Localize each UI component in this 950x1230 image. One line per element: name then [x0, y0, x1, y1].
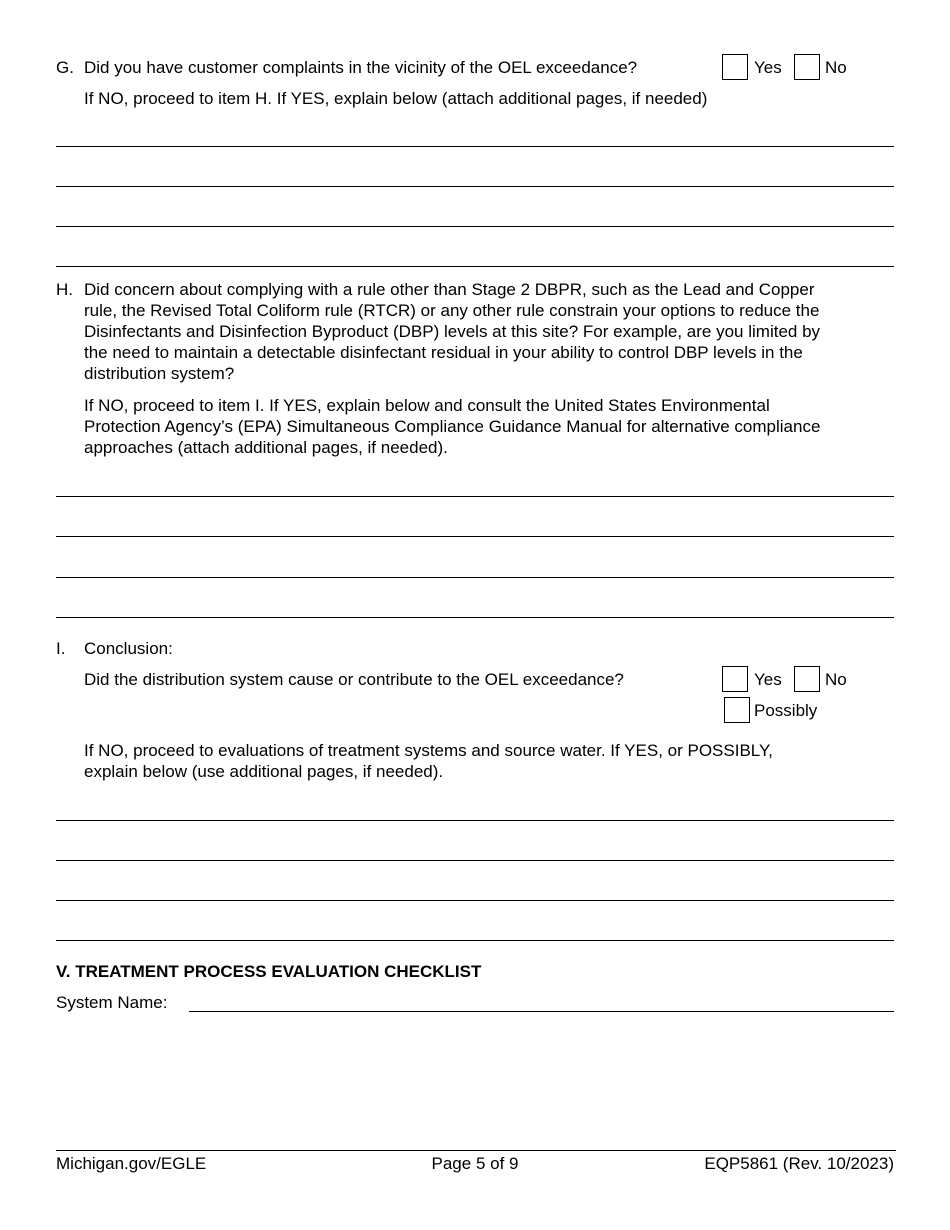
item-i-instruction-line: If NO, proceed to evaluations of treatment systems and source water. If YES, or POSSIBLY, [84, 741, 773, 760]
footer-website: Michigan.gov/EGLE [56, 1154, 207, 1173]
item-g-letter: G. [56, 58, 74, 77]
item-g-answer-line-1[interactable] [56, 146, 894, 147]
item-i-question: Did the distribution system cause or contribute to the OEL exceedance? [84, 670, 624, 689]
item-i-possibly-label: Possibly [754, 701, 818, 720]
item-h-answer-line-3[interactable] [56, 577, 894, 578]
item-i-no-label: No [825, 670, 847, 689]
item-i-no-checkbox[interactable] [794, 666, 820, 692]
item-i-answer-line-3[interactable] [56, 900, 894, 901]
item-h-instruction-line: If NO, proceed to item I. If YES, explain below and consult the United States Environmental [84, 396, 770, 415]
item-h-question [84, 279, 820, 384]
item-g-question: Did you have customer complaints in the vicinity of the OEL exceedance? [84, 58, 638, 77]
item-h-question-line: the need to maintain a detectable disinfectant residual in your ability to control DBP levels in the [84, 343, 803, 362]
item-h-question-line: Did concern about complying with a rule other than Stage 2 DBPR, such as the Lead and Copper [84, 280, 815, 299]
footer-form-number: EQP5861 (Rev. 10/2023) [704, 1154, 894, 1173]
item-h-question-line: distribution system? [84, 364, 235, 383]
system-name-label: System Name: [56, 993, 168, 1012]
item-g-yes-checkbox[interactable] [722, 54, 748, 80]
item-i-title: Conclusion: [84, 639, 173, 658]
item-g-yes-label: Yes [754, 58, 782, 77]
item-i-answer-line-1[interactable] [56, 820, 894, 821]
item-g-no-label: No [825, 58, 847, 77]
item-g-instruction: If NO, proceed to item H. If YES, explain below (attach additional pages, if needed) [84, 89, 708, 108]
item-i-instruction-line: explain below (use additional pages, if needed). [84, 762, 444, 781]
item-g-answer-line-3[interactable] [56, 226, 894, 227]
item-h-question-line: Disinfectants and Disinfection Byproduct (DBP) levels at this site? For example, are you limited by [84, 322, 821, 341]
item-h-answer-line-4[interactable] [56, 617, 894, 618]
item-g-answer-line-4[interactable] [56, 266, 894, 267]
item-i-possibly-checkbox[interactable] [724, 697, 750, 723]
item-i-letter: I. [56, 639, 66, 658]
item-h-instruction [84, 395, 820, 458]
footer-rule [56, 1150, 896, 1151]
item-i-yes-checkbox[interactable] [722, 666, 748, 692]
section-v-heading: V. TREATMENT PROCESS EVALUATION CHECKLIST [56, 962, 482, 981]
item-h-answer-line-2[interactable] [56, 536, 894, 537]
item-i-instruction [84, 740, 773, 782]
item-h-question-line: rule, the Revised Total Coliform rule (RTCR) or any other rule constrain your options to reduce the [84, 301, 820, 320]
item-i-answer-line-2[interactable] [56, 860, 894, 861]
item-h-answer-line-1[interactable] [56, 496, 894, 497]
item-h-letter: H. [56, 280, 73, 299]
item-h-instruction-line: approaches (attach additional pages, if needed). [84, 438, 448, 457]
item-g-no-checkbox[interactable] [794, 54, 820, 80]
item-i-yes-label: Yes [754, 670, 782, 689]
item-h-instruction-line: Protection Agency’s (EPA) Simultaneous Compliance Guidance Manual for alternative compliance [84, 417, 821, 436]
footer-page-number: Page 5 of 9 [431, 1154, 519, 1173]
item-g-answer-line-2[interactable] [56, 186, 894, 187]
item-i-answer-line-4[interactable] [56, 940, 894, 941]
system-name-field[interactable] [189, 1011, 894, 1012]
